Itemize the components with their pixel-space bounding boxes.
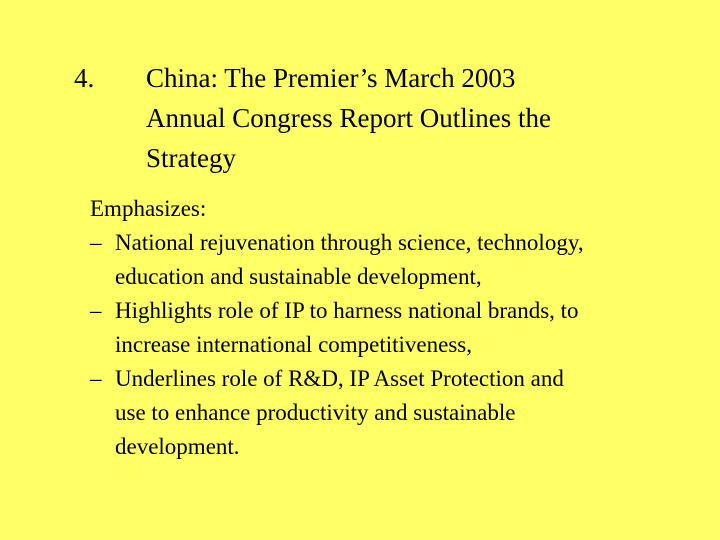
- bullet-item: [90, 362, 710, 464]
- title-line: Annual Congress Report Outlines the: [146, 103, 551, 133]
- bullet-list: [90, 226, 710, 464]
- dash-icon: –: [90, 230, 102, 255]
- slide-body: [90, 192, 710, 464]
- bullet-item: [90, 294, 710, 362]
- bullet-line: Highlights role of IP to harness national brands, to: [115, 298, 579, 323]
- intro-text: Emphasizes:: [90, 196, 207, 221]
- bullet-line: increase international competitiveness,: [115, 332, 473, 357]
- title-line: China: The Premier’s March 2003: [146, 63, 516, 93]
- dash-icon: –: [90, 298, 102, 323]
- title-line: Strategy: [146, 143, 236, 173]
- bullet-line: development.: [115, 434, 240, 459]
- bullet-line: use to enhance productivity and sustainable: [115, 400, 516, 425]
- bullet-line: Underlines role of R&D, IP Asset Protection and: [115, 366, 564, 391]
- slide-number: 4.: [74, 63, 95, 93]
- bullet-item: [90, 226, 710, 294]
- dash-icon: –: [90, 366, 102, 391]
- slide-title: [146, 58, 706, 178]
- bullet-line: National rejuvenation through science, technology,: [115, 230, 584, 255]
- bullet-line: education and sustainable development,: [115, 264, 482, 289]
